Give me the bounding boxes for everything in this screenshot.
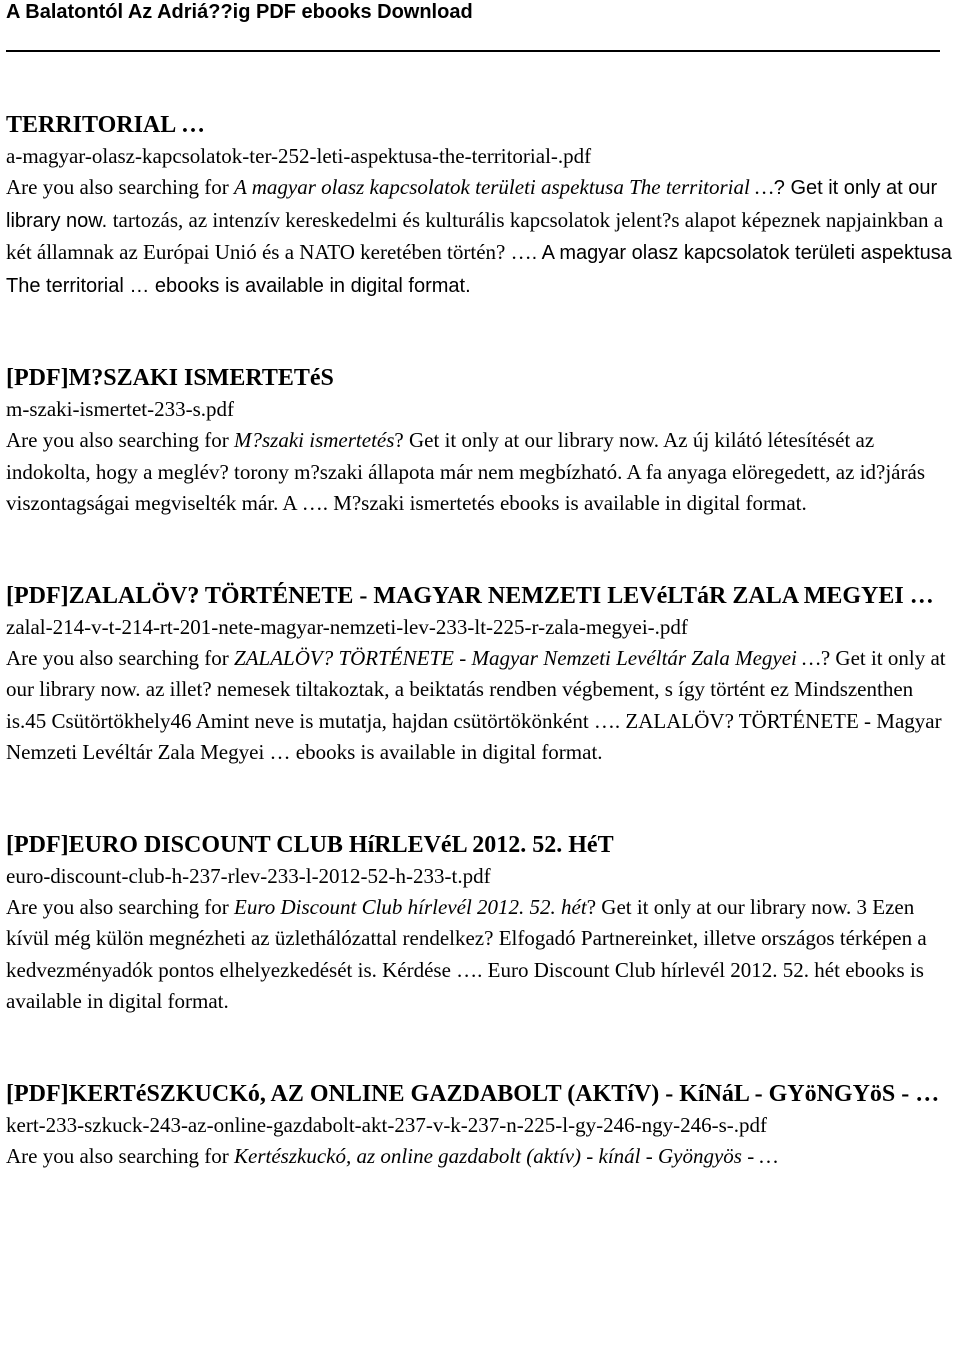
list-item [6, 830, 952, 1018]
entry-lead: Are you also searching for [6, 645, 235, 670]
entry-description [6, 172, 952, 302]
entry-description [6, 1141, 952, 1173]
entry-desc-text: ? Get it only at our library now. Az új kilátó létesítését az indokolta, hogy a meglév? torony m?szaki állapota már nem megbízható. A fa anyaga elöregedett, az id?járás viszontagságai megviselték már. A …. M?szaki ismertetés ebooks is available in digital format. [6, 428, 925, 515]
entry-desc-tail: . A magyar olasz kapcsolatok területi aspektusa The territorial … ebooks is available in digital format. [6, 242, 952, 297]
entry-title[interactable]: [PDF]EURO DISCOUNT CLUB HíRLEVéL 2012. 52. HéT [6, 831, 614, 858]
entry-filename: zalal-214-v-t-214-rt-201-nete-magyar-nemzeti-lev-233-lt-225-r-zala-megyei-.pdf [6, 614, 688, 639]
entry-filename: a-magyar-olasz-kapcsolatok-ter-252-leti-aspektusa-the-territorial-.pdf [6, 144, 592, 168]
entry-title[interactable]: [PDF]M?SZAKI ISMERTETéS [6, 365, 334, 391]
entry-query: M?szaki ismertetés [234, 428, 395, 452]
entry-desc-text: ? Get it only at our library now. 3 Ezen kívül még külön megnézheti az üzlethálózattal rendelkez? Elfogadó Partnereinket, illetve országos térképen a kedvezményadók pontos elhelyezkedését is. Kérdése …. Euro Discount Club hírlevél 2012. 52. hét ebooks is available in digital format. [6, 894, 927, 1013]
entry-description [6, 892, 952, 1018]
entry-lead: Are you also searching for [6, 175, 235, 199]
entry-lead: Are you also searching for [6, 894, 235, 919]
page-header [6, 0, 940, 52]
entry-title[interactable]: TERRITORIAL … [6, 112, 205, 138]
entry-title[interactable]: [PDF]KERTéSZKUCKó, AZ ONLINE GAZDABOLT (AKTíV) - KíNáL - GYöNGYöS - … [6, 1080, 940, 1107]
entry-desc-text: tartozás, az intenzív kereskedelmi és kulturális kapcsolatok jelent?s alapot képeznek napjainkban a két államnak az Európai Unió és a NATO keretében történ? … [6, 207, 944, 264]
entry-filename: m-szaki-ismertet-233-s.pdf [6, 397, 235, 421]
header-title: A Balatontól Az Adriá??ig PDF ebooks Download [6, 1, 473, 23]
entry-desc-sans: ? Get it only at our library now. [6, 177, 938, 232]
list-item [6, 363, 952, 520]
results-list [6, 110, 952, 1233]
entry-query: Euro Discount Club hírlevél 2012. 52. hét [234, 894, 587, 919]
entry-description [6, 425, 952, 520]
list-item [6, 110, 952, 302]
entry-description [6, 643, 952, 769]
entry-lead: Are you also searching for [6, 428, 235, 452]
entry-title[interactable]: [PDF]ZALALÖV? TÖRTÉNETE - MAGYAR NEMZETI LEVéLTáR ZALA MEGYEI … [6, 582, 934, 609]
entry-lead: Are you also searching for [6, 1143, 235, 1168]
list-item [6, 1079, 952, 1173]
entry-filename: euro-discount-club-h-237-rlev-233-l-2012-52-h-233-t.pdf [6, 863, 491, 888]
list-item [6, 581, 952, 769]
entry-desc-text: ? Get it only at our library now. az illet? nemesek tiltakoztak, a beiktatás rendben végbement, s így történt ez Mindszenthen is.45 Csütörtökhely46 Amint neve is mutatja, hajdan csütörtökönként …. ZALALÖV? TÖRTÉNETE - Magyar Nemzeti Levéltár Zala Megyei … ebooks is available in digital format. [6, 645, 946, 764]
entry-query: ZALALÖV? TÖRTÉNETE - Magyar Nemzeti Levéltár Zala Megyei … [234, 645, 821, 670]
entry-query: Kertészkuckó, az online gazdabolt (aktív) - kínál - Gyöngyös - … [234, 1143, 779, 1168]
entry-query: A magyar olasz kapcsolatok területi aspektusa The territorial … [234, 175, 774, 199]
entry-filename: kert-233-szkuck-243-az-online-gazdabolt-akt-237-v-k-237-n-225-l-gy-246-ngy-246-s-.pdf [6, 1112, 767, 1137]
